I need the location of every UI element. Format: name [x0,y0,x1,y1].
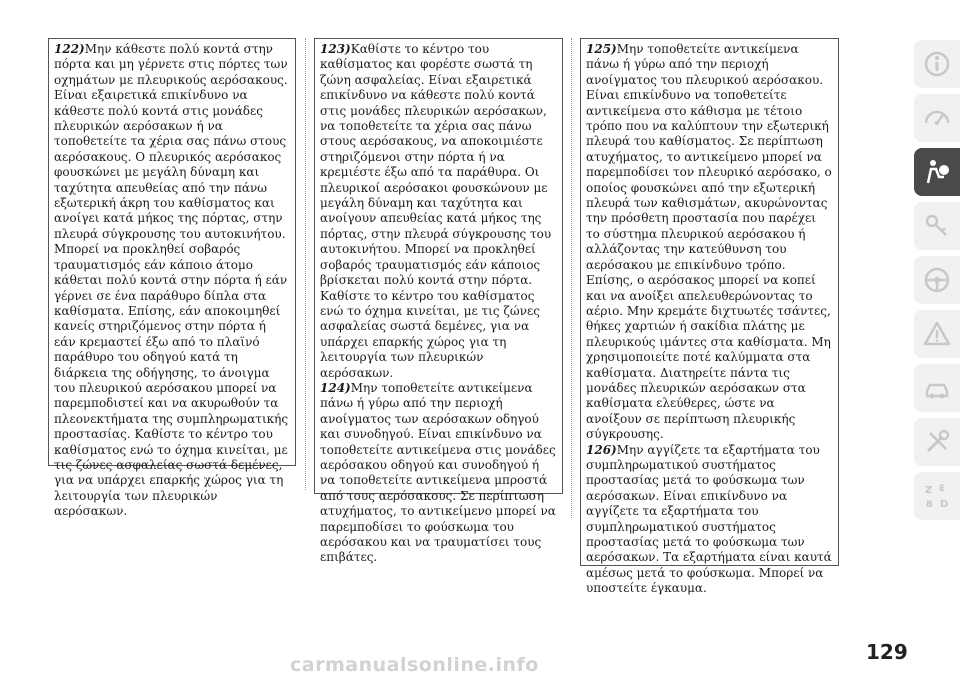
airbag-person-icon [922,157,952,187]
column-separator [305,38,306,490]
svg-text:D: D [940,499,949,510]
note-text: Μην κάθεστε πολύ κοντά στην πόρτα και μη γέρνετε στις πόρτες των οχημάτων με πλευρικούς αερόσακους. Είναι εξαιρετικά επικίνδυνο να κάθεστε πολύ κοντά στις μονάδες πλευρικών αερόσακων ή να τοποθετείτε τα χέρια σας πάνω στους αερόσακους. Ο πλευρικός αερόσακος φουσκώνει με μεγάλη δύναμη και ταχύτητα απευθείας από την πάνω εξωτερική άκρη του καθίσματος και ανοίγει κατά μήκος της πόρτας, στην πλευρά σύγκρουσης του αυτοκινήτου. Μπορεί να προκληθεί σοβαρός τραυματισμός εάν κάποιο άτομο κάθεται πολύ κοντά στην πόρτα ή εάν γέρνει σε ένα παράθυρο δίπλα στα καθίσματα. Επίσης, εάν αποκοιμηθεί κανείς στηριζόμενος στην πόρτα ή εάν κρεμαστεί έξω από το πλαϊνό παράθυρο του οδηγού κατά τη διάρκεια της οδήγησης, το άνοιγμα του πλευρικού αερόσακου μπορεί να παρεμποδιστεί και να ακυρωθούν τα πλεονεκτήματα της συμπληρωματικής προστασίας. Καθίστε το κέντρο του καθίσματος ενώ το όχημα κινείται, με τις ζώνες ασφαλείας σωστά δεμένες, για να υπάρχει επαρκής χώρος για τη λειτουργία των πλευρικών αερόσακων. [54,42,289,519]
tab-starting[interactable] [914,202,960,250]
alphabet-index-icon [922,481,952,511]
tab-safety[interactable] [914,148,960,196]
note-text: Καθίστε το κέντρο του καθίσματος και φορέστε σωστά τη ζώνη ασφαλείας. Είναι εξαιρετικά επικίνδυνο να κάθεστε πολύ κοντά στις μονάδες πλευρικών αερόσακων, να τοποθετείτε τα χέρια σας πάνω στους αερόσακους, να αποκοιμιέστε στηριζόμενοι στην πόρτα ή να κρεμιέστε έξω από τα παράθυρα. Οι πλευρικοί αερόσακοι φουσκώνουν με μεγάλη δύναμη και ταχύτητα και ανοίγουν απευθείας κατά μήκος της πόρτας, στην πλευρά σύγκρουσης του αυτοκινήτου. Μπορεί να προκληθεί σοβαρός τραυματισμός εάν κάποιος βρίσκεται πολύ κοντά στην πόρτα. Καθίστε το κέντρο του καθίσματος ενώ το όχημα κινείται, με τις ζώνες ασφαλείας σωστά δεμένες, για να υπάρχει επαρκής χώρος για τη λειτουργία των πλευρικών αερόσακων. [320,42,552,380]
key-icon [922,211,952,241]
warning-triangle-icon [922,319,952,349]
tab-dashboard[interactable] [914,94,960,142]
note-number: 122) [54,42,85,56]
note-box-122 [48,38,296,519]
note-number: 123) [320,42,351,56]
note-paragraph [320,381,557,566]
dashboard-gauge-icon [922,103,952,133]
watermark: carmanualsonline.info [290,654,539,676]
steering-wheel-icon [922,265,952,295]
note-text: Μην τοποθετείτε αντικείμενα πάνω ή γύρω από την περιοχή ανοίγματος των αερόσακων οδηγού και συνοδηγού. Είναι επικίνδυνο να τοποθετείτε αντικείμενα στις μονάδες αερόσακου οδηγού και συνοδηγού ή να τοποθετείτε αντικείμενα μπροστά από τους αερόσακους. Σε περίπτωση ατυχήματος, το αντικείμενο μπορεί να παρεμποδίσει το φούσκωμα του αερόσακου και να τραυματίσει τους επιβάτες. [320,380,556,565]
column-separator [571,38,572,518]
svg-text:B: B [926,500,933,510]
note-number: 125) [586,42,617,56]
note-number: 124) [320,380,351,395]
note-number: 126) [586,442,617,457]
note-box-125-126 [580,38,839,596]
tab-index[interactable] [914,472,960,520]
note-text: Μην αγγίζετε τα εξαρτήματα του συμπληρωματικού συστήματος προστασίας μετά το φούσκωμα των αερόσακων. Είναι επικίνδυνο να αγγίζετε τα εξαρτήματα του συμπληρωματικού συστήματος προστασίας μετά το φούσκωμα των αερόσακων. Τα εξαρτήματα είναι καυτά αμέσως μετά το φούσκωμα. Μπορεί να υποστείτε έγκαυμα. [586,442,832,596]
note-box-123-124 [314,38,563,565]
tab-maintenance[interactable] [914,364,960,412]
wrench-car-icon [922,373,952,403]
tab-driving[interactable] [914,256,960,304]
tab-technical-data[interactable] [914,418,960,466]
car-info-icon [922,49,952,79]
note-paragraph [54,42,290,520]
note-text: Μην τοποθετείτε αντικείμενα πάνω ή γύρω από την περιοχή ανοίγματος του πλευρικού αερόσακου. Είναι επικίνδυνο να τοποθετείτε αντικείμενα στο κάθισμα με τέτοιο τρόπο που να καλύπτουν την εξωτερική πλευρά του καθίσματος. Σε περίπτωση ατυχήματος, το αντικείμενο μπορεί να παρεμποδίσει τον πλευρικό αερόσακο, ο οποίος φουσκώνει από την εξωτερική πλευρά των καθισμάτων, ακυρώνοντας την πρόσθετη προστασία που παρέχει το σύστημα πλευρικού αερόσακου ή αλλάζοντας την κατεύθυνση του αερόσακου με επικίνδυνο τρόπο. Επίσης, ο αερόσακος μπορεί να κοπεί και να ανοίξει απελευθερώνοντας το αέριο. Μην κρεμάτε διχτυωτές τσάντες, θήκες χαρτιών ή σακίδια πλάτης με πλευρικούς ιμάντες στα καθίσματα. Μη χρησιμοποιείτε ποτέ καλύμματα στα καθίσματα. Διατηρείτε πάντα τις μονάδες πλευρικών αερόσακων στα καθίσματα ελεύθερες, ώστε να ανοίξουν σε περίπτωση πλευρικής σύγκρουσης. [586,42,832,442]
tab-emergency[interactable] [914,310,960,358]
page-number: 129 [866,640,908,664]
svg-text:E: E [939,484,946,494]
note-paragraph [586,443,833,597]
svg-text:Z: Z [925,485,933,496]
tab-car-info[interactable] [914,40,960,88]
tools-icon [922,427,952,457]
note-paragraph [320,42,557,381]
chapter-tabs [914,40,960,526]
note-paragraph [586,42,833,443]
